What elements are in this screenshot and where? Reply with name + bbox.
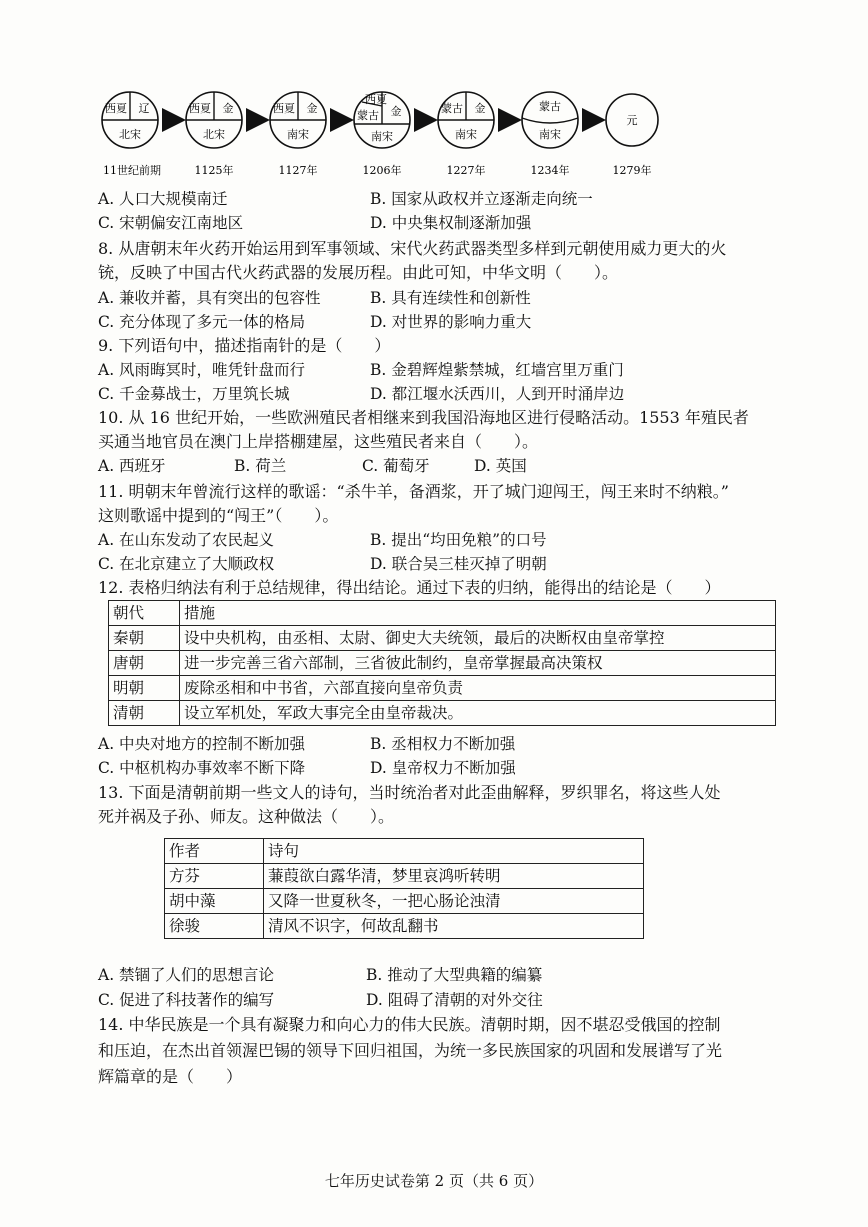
table-row [109, 626, 776, 651]
table-header-row [165, 839, 644, 864]
q10-stem-line1: 10. 从 16 世纪开始，一些欧洲殖民者相继来到我国沿海地区进行侵略活动。1553 年殖民者 [98, 408, 749, 427]
stage-2-top-left: 西夏 [189, 102, 211, 115]
table-row [165, 864, 644, 889]
q7-option-b: B. 国家从政权并立逐渐走向统一 [370, 190, 593, 208]
q11-option-d: D. 联合吴三桂灭掉了明朝 [370, 555, 547, 573]
stage-2-bottom: 北宋 [203, 128, 225, 141]
q12-stem: 12. 表格归纳法有利于总结规律，得出结论。通过下表的归纳，能得出的结论是（ ） [98, 578, 721, 597]
q14-stem-line1: 14. 中华民族是一个具有凝聚力和向心力的伟大民族。清朝时期，因不堪忍受俄国的控制 [98, 1015, 721, 1034]
q9-option-d: D. 都江堰水沃西川，人到开时涌岸边 [370, 385, 625, 403]
table-cell: 方芬 [165, 864, 264, 889]
q12-table [108, 600, 776, 726]
q14-stem-line3: 辉篇章的是（ ） [98, 1067, 243, 1086]
q8-stem-line2: 铳，反映了中国古代火药武器的发展历程。由此可知，中华文明（ ）。 [98, 263, 619, 282]
table-cell: 清风不识字，何故乱翻书 [264, 914, 644, 939]
stage-7-center: 元 [626, 114, 638, 127]
table-header-row [109, 601, 776, 626]
stage-4-top-left: 西夏 [365, 93, 387, 106]
stage-1-top-right: 辽 [138, 102, 150, 115]
q11-option-b: B. 提出“均田免粮”的口号 [370, 531, 547, 549]
stage-5 [438, 92, 494, 177]
stage-1-top-left: 西夏 [105, 102, 127, 115]
stage-4-top-right: 金 [390, 105, 402, 118]
q8-option-a: A. 兼收并蓄，具有突出的包容性 [98, 289, 321, 307]
q7-option-c: C. 宋朝偏安江南地区 [98, 214, 244, 232]
q10-option-d: D. 英国 [474, 457, 527, 475]
q13-stem-line1: 13. 下面是清朝前期一些文人的诗句，当时统治者对此歪曲解释，罗织罪名，将这些人处 [98, 783, 721, 802]
q13-option-d: D. 阻碍了清朝的对外交往 [366, 991, 543, 1009]
stage-5-top-right: 金 [474, 102, 486, 115]
stage-4 [354, 92, 410, 177]
stage-3 [270, 92, 326, 177]
q10-option-a: A. 西班牙 [98, 457, 166, 475]
table-row [165, 914, 644, 939]
table-cell: 设中央机构，由丞相、太尉、御史大夫统领，最后的决断权由皇帝掌控 [180, 626, 776, 651]
table-cell: 又降一世夏秋冬，一把心肠论浊清 [264, 889, 644, 914]
q9-option-b: B. 金碧辉煌紫禁城，红墙宫里万重门 [370, 361, 624, 379]
q13-option-a: A. 禁锢了人们的思想言论 [98, 966, 275, 984]
q7-option-d: D. 中央集权制逐渐加强 [370, 214, 532, 232]
page-footer: 七年历史试卷第 2 页（共 6 页） [324, 1172, 544, 1190]
stage-4-date: 1206年 [362, 164, 402, 177]
stage-3-bottom: 南宋 [287, 128, 309, 141]
table-cell: 徐骏 [165, 914, 264, 939]
stage-3-top-right: 金 [306, 102, 318, 115]
table-cell: 进一步完善三省六部制，三省彼此制约，皇帝掌握最高决策权 [180, 651, 776, 676]
q11-stem-line1: 11. 明朝末年曾流行这样的歌谣：“杀牛羊，备酒浆，开了城门迎闯王，闯王来时不纳粮。” [98, 482, 729, 501]
q11-option-a: A. 在山东发动了农民起义 [98, 531, 275, 549]
q12-option-c: C. 中枢机构办事效率不断下降 [98, 759, 306, 777]
table-cell: 清朝 [109, 701, 180, 726]
q13-table [164, 838, 644, 939]
q8-stem-line1: 8. 从唐朝末年火药开始运用到军事领域、宋代火药武器类型多样到元朝使用威力更大的火 [98, 239, 727, 258]
stage-4-mid-left: 蒙古 [357, 109, 379, 122]
table-cell: 明朝 [109, 676, 180, 701]
table-header-cell: 诗句 [264, 839, 644, 864]
stage-3-date: 1127年 [278, 164, 318, 177]
q13-stem-line2: 死并祸及子孙、师友。这种做法（ ）。 [98, 807, 395, 826]
table-row [109, 701, 776, 726]
stage-1 [102, 92, 161, 177]
q9-stem: 9. 下列语句中，描述指南针的是（ ） [98, 336, 391, 355]
q10-option-b: B. 荷兰 [234, 457, 287, 475]
q11-stem-line2: 这则歌谣中提到的“闯王”（ ）。 [98, 506, 339, 525]
stage-7-date: 1279年 [612, 164, 652, 177]
stage-2-date: 1125年 [194, 164, 234, 177]
table-cell: 秦朝 [109, 626, 180, 651]
q12-option-a: A. 中央对地方的控制不断加强 [98, 735, 306, 753]
q9-option-a: A. 风雨晦冥时，唯凭针盘而行 [98, 361, 306, 379]
q14-stem-line2: 和压迫，在杰出首领渥巴锡的领导下回归祖国，为统一多民族国家的巩固和发展谱写了光 [98, 1041, 723, 1060]
stage-2 [186, 92, 242, 177]
stage-4-bottom: 南宋 [371, 130, 393, 143]
q8-option-d: D. 对世界的影响力重大 [370, 313, 532, 331]
q8-option-c: C. 充分体现了多元一体的格局 [98, 313, 306, 331]
stage-5-bottom: 南宋 [455, 128, 477, 141]
q8-option-b: B. 具有连续性和创新性 [370, 289, 531, 307]
stage-2-top-right: 金 [222, 102, 234, 115]
table-row [109, 676, 776, 701]
table-header-cell: 作者 [165, 839, 264, 864]
stage-3-top-left: 西夏 [273, 102, 295, 115]
q10-option-c: C. 葡萄牙 [362, 457, 430, 475]
table-cell: 胡中藻 [165, 889, 264, 914]
table-row [165, 889, 644, 914]
stage-1-date: 11世纪前期 [103, 164, 161, 177]
table-header-cell: 朝代 [109, 601, 180, 626]
stage-6-top: 蒙古 [539, 100, 561, 113]
regime-evolution-diagram [100, 88, 660, 180]
table-header-cell: 措施 [180, 601, 776, 626]
q9-option-c: C. 千金募战士，万里筑长城 [98, 385, 290, 403]
q12-option-b: B. 丞相权力不断加强 [370, 735, 516, 753]
q12-option-d: D. 皇帝权力不断加强 [370, 759, 516, 777]
stage-5-date: 1227年 [446, 164, 486, 177]
stage-6 [522, 92, 578, 177]
table-row [109, 651, 776, 676]
table-cell: 废除丞相和中书省，六部直接向皇帝负责 [180, 676, 776, 701]
stage-5-top-left: 蒙古 [441, 102, 463, 115]
table-cell: 唐朝 [109, 651, 180, 676]
stage-6-bottom: 南宋 [539, 128, 561, 141]
stage-7 [606, 94, 658, 177]
stage-6-date: 1234年 [530, 164, 570, 177]
q7-option-a: A. 人口大规模南迁 [98, 190, 228, 208]
stage-1-bottom: 北宋 [119, 128, 141, 141]
q13-option-b: B. 推动了大型典籍的编纂 [366, 966, 543, 984]
q13-option-c: C. 促进了科技著作的编写 [98, 991, 275, 1009]
table-cell: 蒹葭欲白露华清，梦里哀鸿听转明 [264, 864, 644, 889]
q10-stem-line2: 买通当地官员在澳门上岸搭棚建屋，这些殖民者来自（ ）。 [98, 432, 539, 451]
q11-option-c: C. 在北京建立了大顺政权 [98, 555, 275, 573]
table-cell: 设立军机处，军政大事完全由皇帝裁决。 [180, 701, 776, 726]
